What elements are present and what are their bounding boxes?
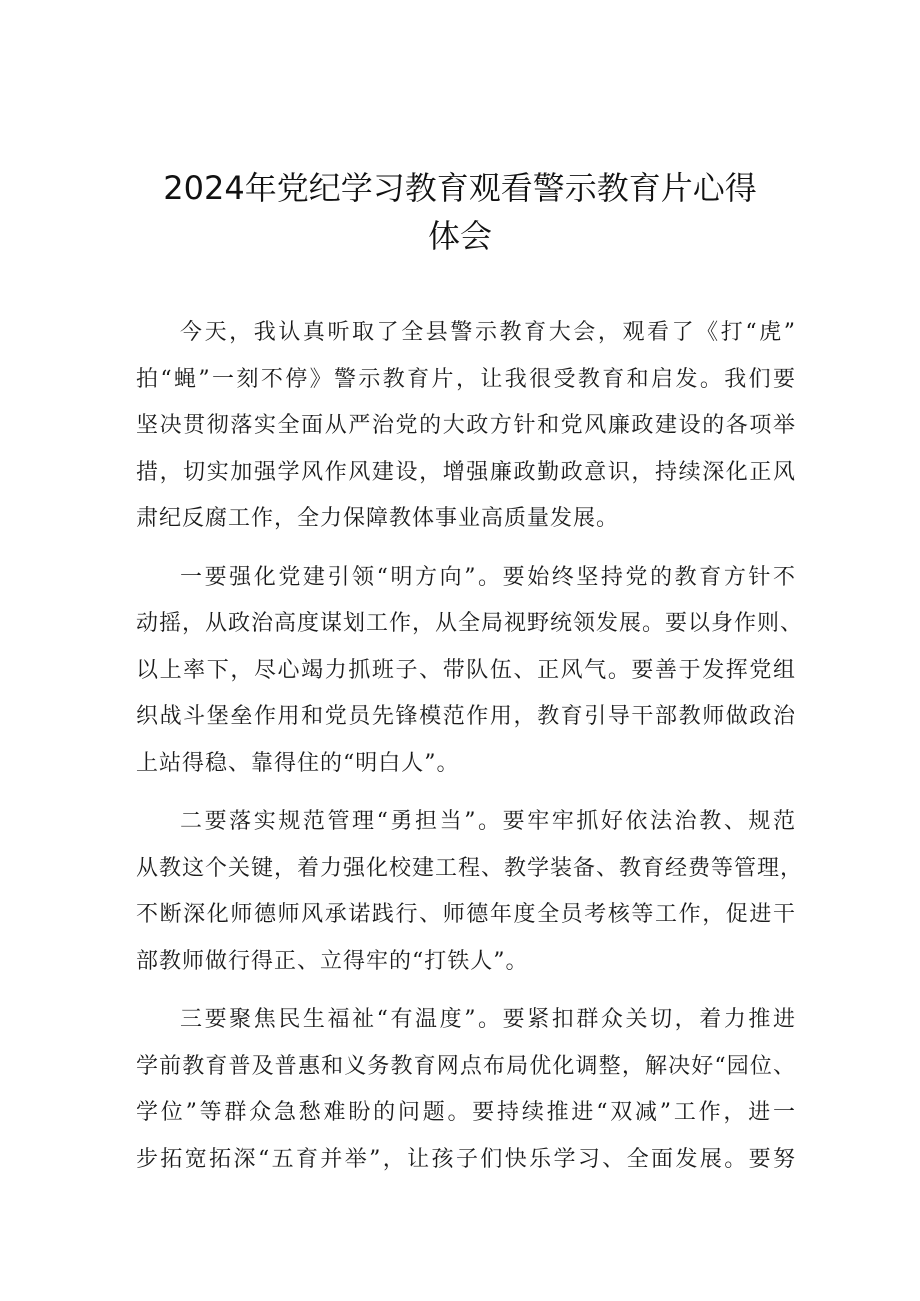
paragraph-line: 学前教育普及普惠和义务教育网点布局优化调整，解决好“园位、 bbox=[136, 1053, 796, 1079]
paragraph-line: 步拓宽拓深“五育并举”，让孩子们快乐学习、全面发展。要努 bbox=[136, 1146, 796, 1172]
paragraph-point-one bbox=[136, 555, 804, 788]
paragraph-line: 织战斗堡垒作用和党员先锋模范作用，教育引导干部教师做政治 bbox=[136, 704, 796, 729]
document-title bbox=[120, 164, 800, 260]
title-line-2: 体会 bbox=[427, 217, 492, 255]
paragraph-line: 学位”等群众急愁难盼的问题。要持续推进“双减”工作，进一 bbox=[136, 1100, 796, 1125]
paragraph-line: 今天，我认真听取了全县警示教育大会，观看了《打“虎” bbox=[180, 320, 796, 345]
paragraph-line: 动摇，从政治高度谋划工作，从全局视野统领发展。要以身作则、 bbox=[136, 611, 804, 636]
paragraph-line: 从教这个关键，着力强化校建工程、教学装备、教育经费等管理， bbox=[136, 855, 804, 881]
paragraph-line: 拍“蝇”一刻不停》警示教育片，让我很受教育和启发。我们要 bbox=[136, 366, 796, 392]
paragraph-point-three bbox=[136, 997, 796, 1183]
title-line-1: 2024年党纪学习教育观看警示教育片心得 bbox=[163, 169, 757, 207]
paragraph-line: 二要落实规范管理“勇担当”。要牢牢抓好依法治教、规范 bbox=[180, 809, 796, 834]
paragraph-point-two bbox=[136, 799, 804, 985]
paragraph-line: 坚决贯彻落实全面从严治党的大政方针和党风廉政建设的各项举 bbox=[136, 413, 796, 438]
paragraph-line: 部教师做行得正、立得牢的“打铁人”。 bbox=[136, 948, 529, 974]
paragraph-line: 以上率下，尽心竭力抓班子、带队伍、正风气。要善于发挥党组 bbox=[136, 657, 796, 683]
paragraph-line: 一要强化党建引领“明方向”。要始终坚持党的教育方针不 bbox=[180, 564, 796, 590]
paragraph-intro bbox=[136, 310, 796, 543]
paragraph-line: 上站得稳、靠得住的“明白人”。 bbox=[136, 750, 460, 776]
paragraph-line: 措，切实加强学风作风建设，增强廉政勤政意识，持续深化正风 bbox=[136, 459, 796, 485]
document-body bbox=[136, 310, 804, 1195]
paragraph-line: 三要聚焦民生福祉“有温度”。要紧扣群众关切，着力推进 bbox=[180, 1007, 796, 1032]
paragraph-line: 不断深化师德师风承诺践行、师德年度全员考核等工作，促进干 bbox=[136, 902, 796, 927]
paragraph-line: 肃纪反腐工作，全力保障教体事业高质量发展。 bbox=[136, 506, 620, 531]
